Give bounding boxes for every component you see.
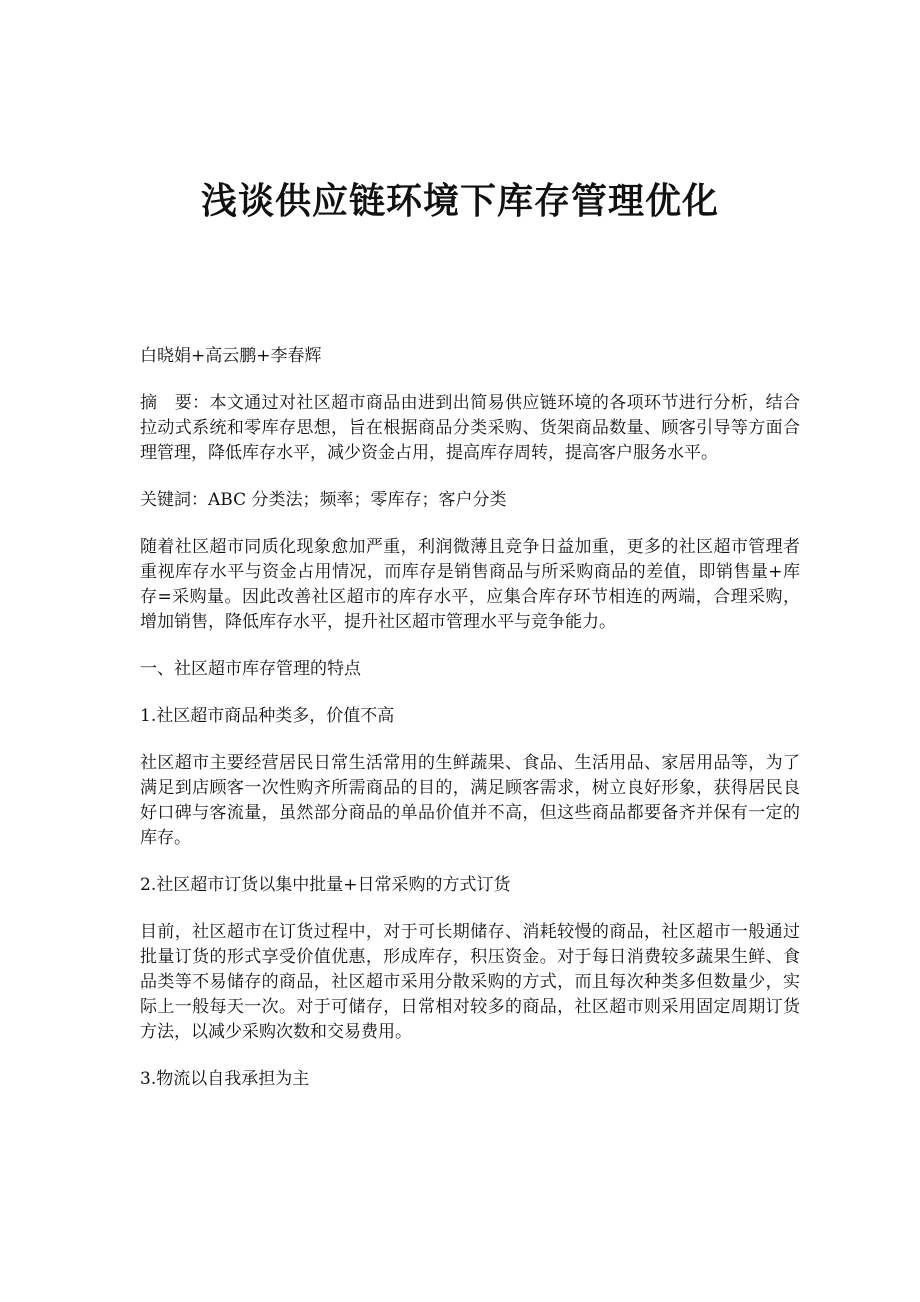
document-body <box>140 344 800 1114</box>
subsection-paragraph-1: 社区超市主要经营居民日常生活常用的生鲜蔬果、食品、生活用品、家居用品等，为了满足到店顾客一次性购齐所需商品的目的，满足顾客需求，树立良好形象，获得居民良好口碑与客流量，虽然部分商品的单品价值并不高，但这些商品都要备齐并保有一定的库存。 <box>140 753 800 848</box>
abstract-paragraph: 摘 要：本文通过对社区超市商品由进到出简易供应链环境的各项环节进行分析，结合拉动式系统和零库存思想，旨在根据商品分类采购、货架商品数量、顾客引导等方面合理管理，降低库存水平，减少资金占用，提高库存周转，提高客户服务水平。 <box>140 393 800 463</box>
subsection-heading-1: 1.社区超市商品种类多，价值不高 <box>140 706 395 726</box>
keywords-line: 关键詞：ABC 分类法；频率；零库存；客户分类 <box>140 490 507 510</box>
subsection-heading-3: 3.物流以自我承担为主 <box>140 1069 310 1089</box>
intro-paragraph: 随着社区超市同质化现象愈加严重，利润微薄且竞争日益加重，更多的社区超市管理者重视库存水平与资金占用情况，而库存是销售商品与所采购商品的差值，即销售量+库存=采购量。因此改善社区超市的库存水平，应集合库存环节相连的两端，合理采购，增加销售，降低库存水平，提升社区超市管理水平与竞争能力。 <box>140 537 800 632</box>
subsection-heading-2: 2.社区超市订货以集中批量+日常采购的方式订货 <box>140 875 511 895</box>
section-heading-1: 一、社区超市库存管理的特点 <box>140 659 361 679</box>
authors-line: 白晓娟+高云鹏+李春辉 <box>140 346 322 366</box>
subsection-paragraph-2: 目前，社区超市在订货过程中，对于可长期储存、消耗较慢的商品，社区超市一般通过批量订货的形式享受价值优惠，形成库存，积压资金。对于每日消费较多蔬果生鲜、食品类等不易储存的商品，社区超市采用分散采购的方式，而且每次种类多但数量少，实际上一般每天一次。对于可储存，日常相对较多的商品，社区超市则采用固定周期订货方法，以减少采购次数和交易费用。 <box>140 922 800 1042</box>
document-title: 浅谈供应链环境下库存管理优化 <box>200 181 719 222</box>
